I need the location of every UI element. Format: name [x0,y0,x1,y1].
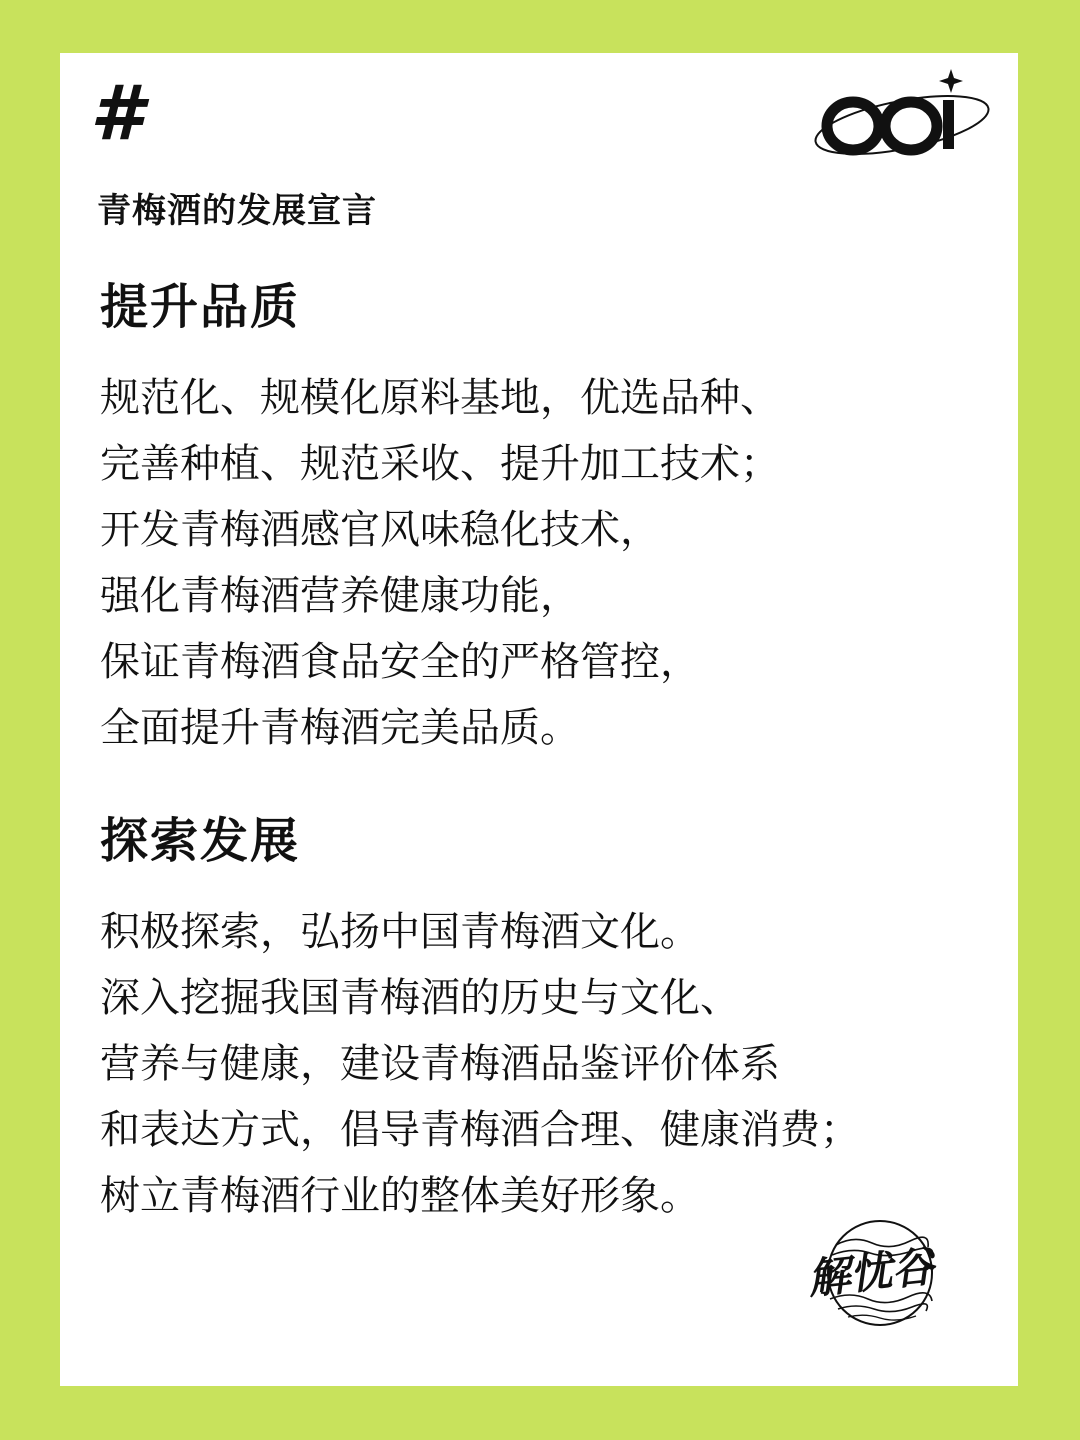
text-line: 深入挖掘我国青梅酒的历史与文化、 [100,975,740,1021]
text-line: 规范化、规模化原料基地，优选品种、 [100,375,780,421]
section-development [100,813,980,1229]
text-line: 全面提升青梅酒完美品质。 [100,705,580,751]
brand-logo [810,61,1000,173]
document-title: 青梅酒的发展宣言 [97,191,377,231]
text-line: 保证青梅酒食品安全的严格管控， [100,639,700,685]
text-line: 和表达方式，倡导青梅酒合理、健康消费； [100,1107,860,1153]
text-line: 开发青梅酒感官风味稳化技术， [100,507,660,553]
section-heading: 提升品质 [100,279,301,335]
text-line: 营养与健康，建设青梅酒品鉴评价体系 [100,1041,780,1087]
section-body [100,899,980,1229]
text-line: 强化青梅酒营养健康功能， [100,573,580,619]
svg-text:解忧谷: 解忧谷 [805,1241,936,1304]
text-line: 树立青梅酒行业的整体美好形象。 [100,1173,700,1219]
text-line: 积极探索，弘扬中国青梅酒文化。 [100,909,700,955]
section-heading: 探索发展 [100,813,301,869]
content-card [60,53,1018,1386]
section-body [100,365,980,761]
section-quality [100,279,980,761]
brand-seal [802,1215,952,1333]
hash-mark: # [90,68,139,157]
text-line: 完善种植、规范采收、提升加工技术； [100,441,780,487]
